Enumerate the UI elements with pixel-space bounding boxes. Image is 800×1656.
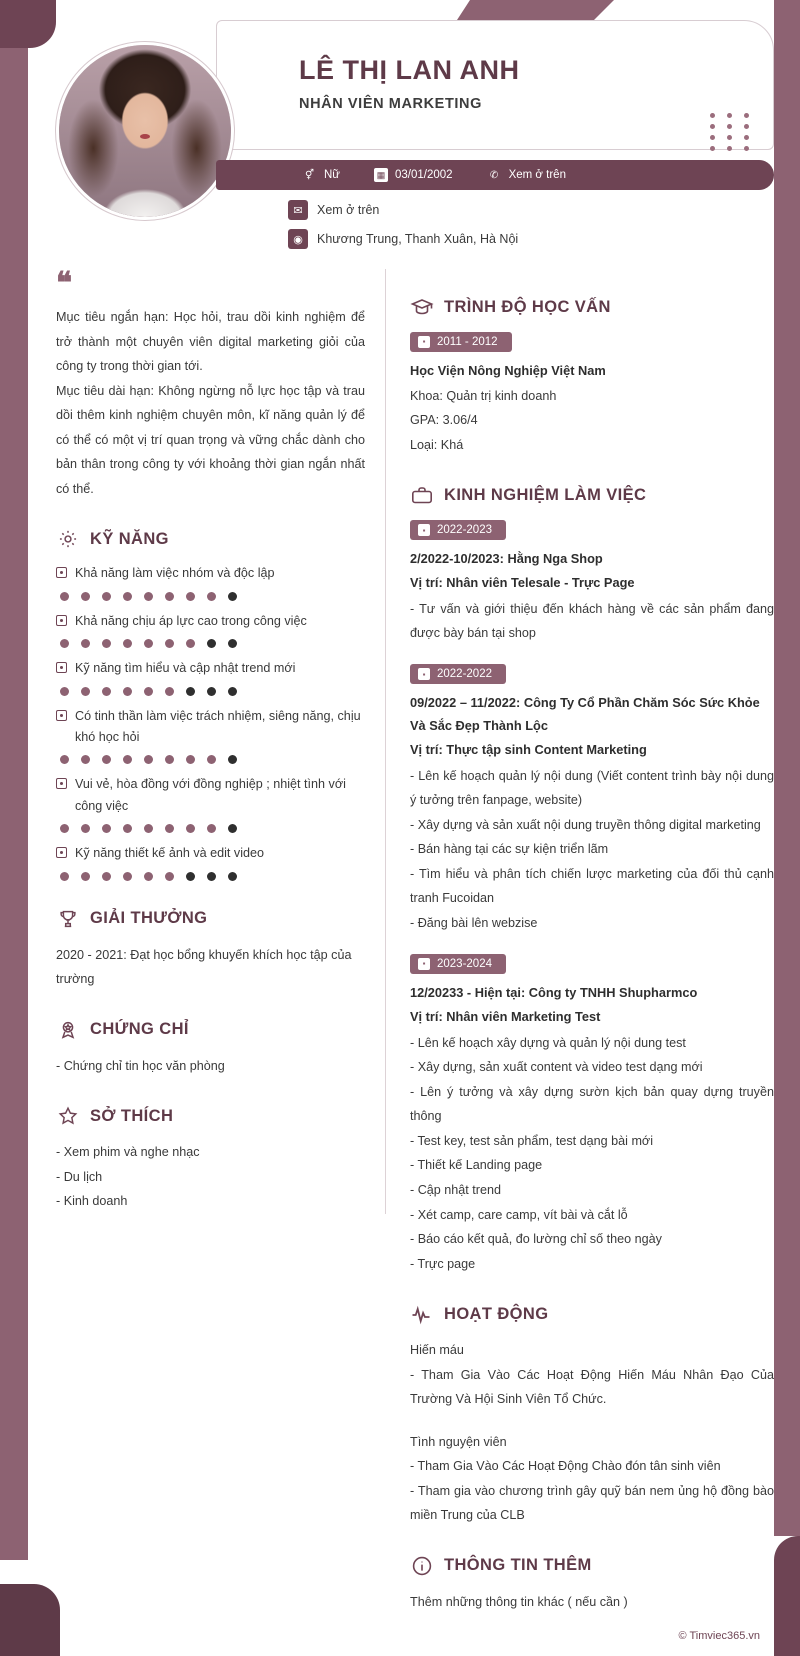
rating-dot — [81, 592, 90, 601]
rating-dot — [228, 639, 237, 648]
right-column — [386, 269, 774, 1641]
rating-dot — [102, 824, 111, 833]
experience-date-chip — [410, 520, 506, 540]
experience-detail: - Xét camp, care camp, vít bài và cắt lỗ — [410, 1207, 628, 1222]
experience-date-chip — [410, 664, 506, 684]
trophy-icon — [56, 907, 80, 931]
skill-label: Có tinh thần làm việc trách nhiệm, siêng năng, chịu khó học hỏi — [75, 708, 361, 744]
rating-dot — [186, 687, 195, 696]
body-columns — [56, 269, 774, 1641]
info-icon — [410, 1554, 434, 1578]
calendar-icon: ▪ — [418, 958, 430, 970]
objective-long: Mục tiêu dài hạn: Không ngừng nỗ lực học tập và trau dồi thêm kinh nghiệm chuyên môn, kĩ năng quản lý để có thể có một vị trí quan trọng và vững chắc dành cho bản thân trong công ty với khoảng thời gian ngắn nhất có thể. — [56, 383, 365, 496]
section-heading-awards — [56, 907, 365, 931]
experience-detail: - Test key, test sản phẩm, test dạng bài mới — [410, 1133, 653, 1148]
hobbies-list — [56, 1140, 365, 1214]
experience-entry — [410, 520, 774, 646]
activity-group — [410, 1430, 774, 1528]
skill-rating — [60, 755, 365, 764]
decor-left-bottom — [0, 1584, 60, 1656]
contact-bar — [216, 160, 774, 190]
rating-dot — [102, 592, 111, 601]
rating-dot — [123, 592, 132, 601]
experience-position: Vị trí: Nhân viên Telesale - Trực Page — [410, 575, 635, 591]
skill-rating — [60, 592, 365, 601]
skill-item — [56, 563, 365, 600]
section-heading-experience — [410, 484, 774, 508]
section-heading-skills — [56, 527, 365, 551]
rating-dot — [60, 824, 69, 833]
rating-dot — [207, 639, 216, 648]
decor-left-bar — [0, 48, 28, 1560]
experience-title: KINH NGHIỆM LÀM VIỆC — [444, 486, 647, 505]
gender-icon: ⚥ — [304, 169, 315, 181]
graduation-cap-icon — [410, 295, 434, 319]
education-title: TRÌNH ĐỘ HỌC VẤN — [444, 297, 611, 316]
contact-gender — [302, 168, 340, 183]
skill-label: Khả năng làm việc nhóm và độc lập — [75, 566, 275, 581]
experience-list — [410, 520, 774, 1277]
experience-position: Vị trí: Thực tập sinh Content Marketing — [410, 742, 647, 758]
education-date: 2011 - 2012 — [437, 335, 498, 348]
education-date-chip — [410, 332, 512, 352]
experience-date: 2023-2024 — [437, 957, 492, 970]
rating-dot — [102, 639, 111, 648]
experience-detail: - Lên kế hoạch xây dựng và quản lý nội dung test — [410, 1035, 686, 1050]
address-value: Khương Trung, Thanh Xuân, Hà Nội — [317, 232, 519, 246]
header — [56, 20, 774, 249]
education-entry — [410, 331, 774, 458]
bullet-square-icon — [56, 662, 67, 673]
rating-dot — [165, 639, 174, 648]
experience-entry — [410, 953, 774, 1276]
avatar-photo — [59, 45, 231, 217]
skill-item — [56, 611, 365, 648]
avatar — [56, 42, 234, 220]
experience-detail: - Trực page — [410, 1256, 476, 1271]
experience-detail: - Lên kế hoạch quản lý nội dung (Viết content trình bày nội dung ý tưởng trên fanpage, website) — [410, 768, 774, 808]
rating-dot — [165, 755, 174, 764]
bullet-square-icon — [56, 615, 67, 626]
rating-dot — [165, 592, 174, 601]
briefcase-icon — [410, 484, 434, 508]
gender-value: Nữ — [324, 169, 341, 181]
rating-dot — [228, 824, 237, 833]
skill-label-row — [56, 658, 365, 679]
section-heading-activities — [410, 1302, 774, 1326]
section-heading-certificates — [56, 1018, 365, 1042]
rating-dot — [165, 824, 174, 833]
rating-dot — [228, 687, 237, 696]
skill-item — [56, 658, 365, 695]
rating-dot — [144, 872, 153, 881]
experience-detail: - Tìm hiểu và phân tích chiến lược marketing của đối thủ cạnh tranh Fucoidan — [410, 866, 774, 906]
career-objective — [56, 305, 365, 501]
header-card — [216, 20, 774, 150]
skill-label: Kỹ năng thiết kế ảnh và edit video — [75, 846, 265, 861]
bullet-square-icon — [56, 847, 67, 858]
experience-position: Vị trí: Nhân viên Marketing Test — [410, 1009, 601, 1025]
pulse-icon — [410, 1302, 434, 1326]
hobbies-title: SỞ THÍCH — [90, 1106, 174, 1125]
certificates-title: CHỨNG CHỈ — [90, 1020, 189, 1039]
certificates-text: - Chứng chỉ tin học văn phòng — [56, 1058, 225, 1073]
rating-dot — [165, 687, 174, 696]
rating-dot — [228, 592, 237, 601]
awards-title: GIẢI THƯỞNG — [90, 909, 208, 928]
phone-value: Xem ở trên — [508, 169, 566, 181]
decor-right-bottom — [774, 1536, 800, 1656]
skill-label: Khả năng chịu áp lực cao trong công việc — [75, 613, 307, 628]
skill-label-row — [56, 843, 365, 864]
experience-detail: - Bán hàng tại các sự kiện triển lãm — [410, 842, 609, 857]
rating-dot — [60, 687, 69, 696]
experience-date: 2022-2023 — [437, 524, 492, 537]
rating-dot — [102, 755, 111, 764]
activity-line: - Tham Gia Vào Các Hoạt Động Hiến Máu Nhân Đạo Của Trường Và Hội Sinh Viên Tổ Chức. — [410, 1367, 774, 1407]
contact-phone — [487, 168, 566, 183]
location-pin-icon: ◉ — [288, 229, 308, 249]
contact-address — [288, 229, 774, 249]
activity-group — [410, 1338, 774, 1412]
rating-dot — [81, 755, 90, 764]
star-icon — [56, 1104, 80, 1128]
rating-dot — [186, 872, 195, 881]
skill-item — [56, 774, 365, 833]
rating-dot — [81, 872, 90, 881]
rating-dot — [207, 755, 216, 764]
rating-dot — [186, 824, 195, 833]
objective-short: Mục tiêu ngắn hạn: Học hỏi, trau dồi kinh nghiệm để trở thành một chuyên viên digital marketing giỏi của công ty trong thời gian tới. — [56, 310, 365, 374]
footer-credit: © Timviec365.vn — [678, 1630, 760, 1642]
rating-dot — [186, 592, 195, 601]
experience-detail: - Lên ý tưởng và xây dựng sườn kịch bản quay dựng truyền thông — [410, 1084, 774, 1124]
rating-dot — [186, 639, 195, 648]
experience-detail: - Thiết kế Landing page — [410, 1158, 543, 1173]
job-title: NHÂN VIÊN MARKETING — [299, 96, 482, 112]
rating-dot — [165, 872, 174, 881]
skill-rating — [60, 639, 365, 648]
quote-icon: ❝ — [56, 267, 73, 300]
medal-icon — [56, 1018, 80, 1042]
rating-dot — [144, 639, 153, 648]
section-heading-hobbies — [56, 1104, 365, 1128]
page-title: LÊ THỊ LAN ANH — [299, 55, 520, 85]
rating-dot — [81, 687, 90, 696]
dot-grid-right-icon — [710, 113, 755, 151]
skill-item — [56, 843, 365, 880]
contact-details — [288, 200, 774, 249]
section-heading-extra — [410, 1554, 774, 1578]
rating-dot — [144, 592, 153, 601]
rating-dot — [123, 639, 132, 648]
experience-company: 12/20233 - Hiện tại: Công ty TNHH Shupharmco — [410, 984, 698, 1000]
experience-date-chip — [410, 954, 506, 974]
decor-right-bar — [774, 0, 800, 1536]
rating-dot — [228, 755, 237, 764]
calendar-icon: ▪ — [418, 524, 430, 536]
rating-dot — [228, 872, 237, 881]
skill-rating — [60, 824, 365, 833]
awards-text: 2020 - 2021: Đạt học bổng khuyến khích học tập của trường — [56, 947, 352, 987]
activity-line: - Tham gia vào chương trình gây quỹ bán nem ủng hộ đồng bào miền Trung của CLB — [410, 1483, 774, 1523]
contact-birthday — [374, 168, 453, 182]
rating-dot — [123, 824, 132, 833]
skill-label: Vui vẻ, hòa đồng với đồng nghiệp ; nhiệt tình với công việc — [75, 777, 346, 813]
skills-list — [56, 563, 365, 880]
rating-dot — [186, 755, 195, 764]
rating-dot — [81, 639, 90, 648]
rating-dot — [207, 824, 216, 833]
bullet-square-icon — [56, 778, 67, 789]
rating-dot — [60, 872, 69, 881]
rating-dot — [123, 687, 132, 696]
rating-dot — [144, 687, 153, 696]
experience-detail: - Xây dựng và sản xuất nội dung truyền thông digital marketing — [410, 817, 761, 832]
skill-label-row — [56, 774, 365, 817]
contact-email — [288, 200, 774, 220]
decor-left-top — [0, 0, 56, 48]
rating-dot — [144, 755, 153, 764]
experience-entry — [410, 664, 774, 936]
experience-company: 2/2022-10/2023: Hằng Nga Shop — [410, 551, 603, 567]
gear-icon — [56, 527, 80, 551]
experience-detail: - Báo cáo kết quả, đo lường chỉ số theo ngày — [410, 1232, 662, 1247]
skill-label: Kỹ năng tìm hiểu và cập nhật trend mới — [75, 661, 296, 676]
skill-label-row — [56, 706, 365, 749]
calendar-icon: ▪ — [418, 668, 430, 680]
skill-label-row — [56, 563, 365, 584]
experience-detail: - Cập nhật trend — [410, 1182, 502, 1197]
birthday-value: 03/01/2002 — [395, 169, 453, 181]
hobby-item: - Kinh doanh — [56, 1194, 128, 1209]
email-value: Xem ở trên — [317, 203, 380, 217]
rating-dot — [207, 687, 216, 696]
left-column — [56, 269, 386, 1214]
skill-item — [56, 706, 365, 765]
calendar-icon: ▪ — [418, 336, 430, 348]
hobby-item: - Du lịch — [56, 1169, 103, 1184]
rating-dot — [60, 592, 69, 601]
phone-icon: ✆ — [489, 169, 499, 181]
experience-detail: - Tư vấn và giới thiệu đến khách hàng về các sản phẩm đang được bày bán tại shop — [410, 601, 774, 641]
activity-line: - Tham Gia Vào Các Hoạt Động Chào đón tân sinh viên — [410, 1459, 721, 1474]
experience-company: 09/2022 – 11/2022: Công Ty Cổ Phần Chăm Sóc Sức Khỏe Và Sắc Đẹp Thành Lộc — [410, 695, 760, 733]
experience-date: 2022-2022 — [437, 668, 492, 681]
education-major: Khoa: Quản trị kinh doanh — [410, 388, 557, 403]
rating-dot — [81, 824, 90, 833]
calendar-icon: ▦ — [374, 168, 388, 182]
rating-dot — [207, 592, 216, 601]
mail-icon: ✉ — [288, 200, 308, 220]
rating-dot — [102, 687, 111, 696]
rating-dot — [123, 872, 132, 881]
extra-text: Thêm những thông tin khác ( nếu cần ) — [410, 1594, 628, 1609]
rating-dot — [123, 755, 132, 764]
activities-title: HOẠT ĐỘNG — [444, 1304, 549, 1323]
activities-list — [410, 1338, 774, 1528]
skill-label-row — [56, 611, 365, 632]
education-gpa: GPA: 3.06/4 — [410, 413, 478, 428]
education-rank: Loại: Khá — [410, 437, 464, 452]
experience-detail: - Xây dựng, sản xuất content và video test dạng mới — [410, 1060, 703, 1075]
activity-heading: Tình nguyện viên — [410, 1434, 507, 1449]
rating-dot — [60, 755, 69, 764]
experience-detail: - Đăng bài lên webzise — [410, 915, 538, 930]
rating-dot — [60, 639, 69, 648]
activity-heading: Hiến máu — [410, 1343, 464, 1358]
rating-dot — [144, 824, 153, 833]
section-heading-education — [410, 295, 774, 319]
skill-rating — [60, 687, 365, 696]
rating-dot — [102, 872, 111, 881]
skill-rating — [60, 872, 365, 881]
bullet-square-icon — [56, 710, 67, 721]
education-school: Học Viện Nông Nghiệp Việt Nam — [410, 362, 606, 378]
skills-title: KỸ NĂNG — [90, 529, 169, 548]
bullet-square-icon — [56, 567, 67, 578]
rating-dot — [207, 872, 216, 881]
hobby-item: - Xem phim và nghe nhạc — [56, 1145, 200, 1160]
extra-title: THÔNG TIN THÊM — [444, 1556, 592, 1575]
